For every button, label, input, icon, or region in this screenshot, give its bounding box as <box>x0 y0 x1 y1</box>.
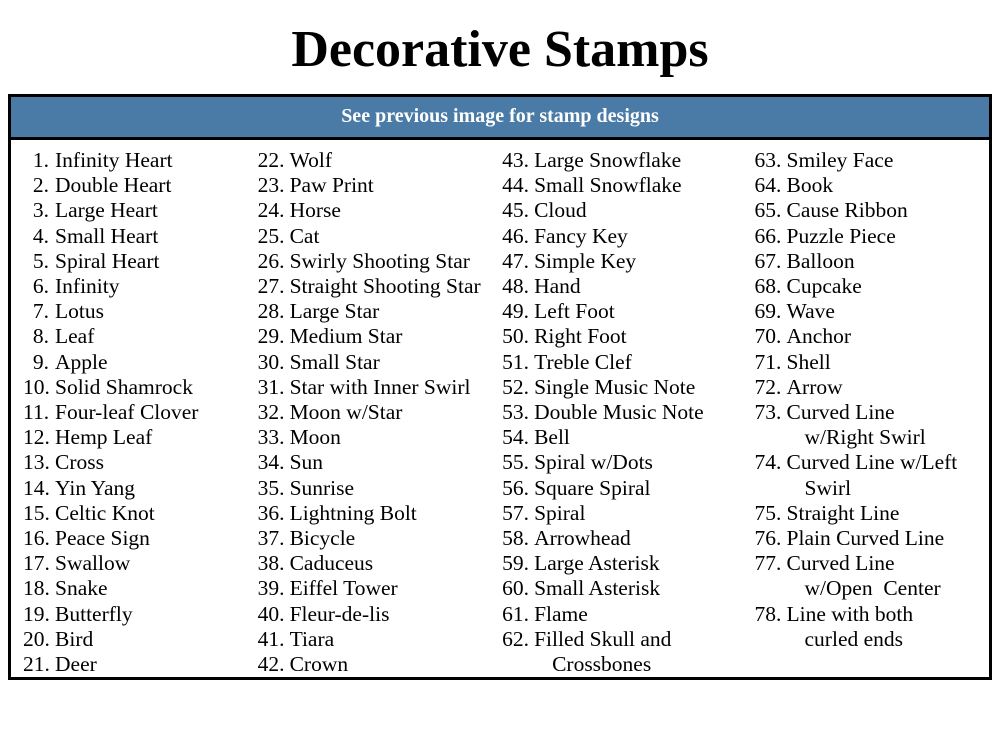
list-item-label: Plain Curved Line <box>786 526 945 551</box>
list-item <box>502 198 742 223</box>
list-item-label: Solid Shamrock <box>55 374 193 399</box>
list-item-label: Double Music Note <box>534 400 704 425</box>
list-item-number: 22. <box>257 148 285 172</box>
list-item-number: 26. <box>257 248 285 273</box>
list-item-label: Swallow <box>55 551 131 576</box>
list-item-number: 1. <box>32 148 49 172</box>
list-item <box>258 425 491 450</box>
list-item-continuation-label: Swirl <box>804 475 852 500</box>
list-item-label: Sunrise <box>289 475 355 500</box>
list-item <box>502 324 742 349</box>
list-item <box>23 400 246 425</box>
list-item-number: 44. <box>502 173 529 198</box>
list-item-label: Wave <box>786 299 835 324</box>
list-item <box>502 551 742 576</box>
list-item-number: 29. <box>257 324 285 349</box>
list-item-label: Arrowhead <box>534 526 631 551</box>
list-item <box>502 375 742 400</box>
list-item-label: Shell <box>786 349 831 374</box>
list-item-number: 78. <box>754 601 782 626</box>
list-item-label: Balloon <box>786 248 855 273</box>
list-item <box>755 450 989 475</box>
list-item-number: 7. <box>32 299 49 324</box>
list-item-number: 56. <box>502 475 529 500</box>
list-item-label: Butterfly <box>55 601 133 626</box>
list-item-label: Eiffel Tower <box>289 576 398 601</box>
list-item-number: 70. <box>754 324 782 349</box>
list-item-number: 36. <box>257 500 285 525</box>
list-item-number: 2. <box>32 173 49 198</box>
list-item-label: Crown <box>289 652 349 677</box>
list-item <box>258 274 491 299</box>
list-item-number: 9. <box>32 349 49 374</box>
list-item-label: Cat <box>289 223 320 248</box>
list-item-label: Straight Line <box>786 500 900 525</box>
list-item-number: 38. <box>257 551 285 576</box>
list-item-label: Tiara <box>289 626 335 651</box>
list-item <box>755 249 989 274</box>
list-item <box>23 627 246 652</box>
list-item-number: 69. <box>754 299 782 324</box>
list-item-number: 63. <box>754 148 782 172</box>
list-item-number: 67. <box>754 248 782 273</box>
list-item <box>502 299 742 324</box>
list-item-label: Line with both <box>786 601 914 626</box>
list-item-number: 49. <box>502 299 529 324</box>
list-item <box>23 350 246 375</box>
list-item <box>258 476 491 501</box>
list-item <box>258 501 491 526</box>
list-item <box>23 198 246 223</box>
list-item <box>502 501 742 526</box>
stamp-column-3 <box>490 148 742 677</box>
list-item-label: Square Spiral <box>534 475 651 500</box>
list-item <box>23 526 246 551</box>
list-item-label: Infinity Heart <box>55 148 173 172</box>
stamp-list-panel <box>8 94 992 680</box>
list-item-number: 60. <box>502 576 529 601</box>
list-item <box>502 476 742 501</box>
list-item-number: 21. <box>23 652 50 677</box>
list-item-number: 25. <box>257 223 285 248</box>
list-item-continuation <box>755 576 989 601</box>
list-item-number: 18. <box>23 576 50 601</box>
list-item-label: Apple <box>55 349 108 374</box>
list-item <box>23 652 246 677</box>
list-item-label: Filled Skull and <box>534 626 672 651</box>
list-item <box>258 350 491 375</box>
list-item-number: 5. <box>32 248 49 273</box>
list-item-label: Lightning Bolt <box>289 500 417 525</box>
list-item-number: 12. <box>23 425 50 450</box>
list-item-label: Straight Shooting Star <box>289 274 481 299</box>
list-item-number-spacer <box>755 627 787 652</box>
list-item-number: 10. <box>23 374 50 399</box>
list-item-label: Small Heart <box>55 223 159 248</box>
list-item-continuation-label: curled ends <box>804 626 904 651</box>
list-item-number: 50. <box>502 324 529 349</box>
list-item-number: 73. <box>754 400 782 425</box>
list-item-label: Caduceus <box>289 551 374 576</box>
list-item <box>23 173 246 198</box>
list-item <box>258 652 491 677</box>
list-item <box>755 173 989 198</box>
stamp-column-2 <box>246 148 491 677</box>
list-item-number: 37. <box>257 526 285 551</box>
list-item-number: 33. <box>257 425 285 450</box>
list-item-number: 76. <box>754 526 782 551</box>
list-item-label: Large Heart <box>55 198 158 223</box>
list-item-continuation <box>755 476 989 501</box>
list-item <box>755 324 989 349</box>
list-item-label: Curved Line <box>786 400 895 425</box>
list-item-label: Spiral w/Dots <box>534 450 653 475</box>
list-item-label: Infinity <box>55 274 120 299</box>
list-item-label: Single Music Note <box>534 374 696 399</box>
list-item-number: 48. <box>502 274 529 299</box>
list-item-number: 6. <box>32 274 49 299</box>
list-item <box>258 324 491 349</box>
list-item <box>23 375 246 400</box>
list-item-label: Fancy Key <box>534 223 628 248</box>
list-item <box>502 627 742 652</box>
list-item-number: 3. <box>32 198 49 223</box>
list-item-number: 17. <box>23 551 50 576</box>
list-item-label: Celtic Knot <box>55 500 155 525</box>
list-item <box>258 224 491 249</box>
list-item <box>755 224 989 249</box>
list-item-label: Deer <box>55 652 97 677</box>
list-item-label: Leaf <box>55 324 95 349</box>
list-item <box>502 450 742 475</box>
list-item-label: Hand <box>534 274 581 299</box>
list-item <box>502 173 742 198</box>
list-item-number: 71. <box>754 349 782 374</box>
list-item-number: 53. <box>502 400 529 425</box>
list-item-number: 46. <box>502 223 529 248</box>
list-item-number: 59. <box>502 551 529 576</box>
list-item-label: Simple Key <box>534 248 637 273</box>
list-item <box>258 627 491 652</box>
list-item-number: 16. <box>23 526 50 551</box>
list-item <box>502 526 742 551</box>
list-item-number: 52. <box>502 374 529 399</box>
list-item-label: Paw Print <box>289 173 374 198</box>
list-item-number: 19. <box>23 601 50 626</box>
list-item-number: 43. <box>502 148 529 172</box>
list-item <box>23 501 246 526</box>
list-item-label: Cloud <box>534 198 587 223</box>
list-item-number: 15. <box>23 500 50 525</box>
list-item <box>23 425 246 450</box>
list-item <box>755 299 989 324</box>
list-item-label: Star with Inner Swirl <box>289 374 471 399</box>
list-item <box>502 224 742 249</box>
list-item-number: 62. <box>502 626 529 651</box>
list-item-number: 65. <box>754 198 782 223</box>
list-item-label: Left Foot <box>534 299 615 324</box>
list-item-label: Swirly Shooting Star <box>289 248 470 273</box>
list-item-label: Book <box>786 173 834 198</box>
list-item-continuation <box>502 652 742 677</box>
list-item <box>755 501 989 526</box>
list-item <box>755 602 989 627</box>
list-item-number: 4. <box>32 223 49 248</box>
list-item-label: Horse <box>289 198 341 223</box>
list-item-label: Flame <box>534 601 588 626</box>
list-item-number: 30. <box>257 349 285 374</box>
list-item <box>23 274 246 299</box>
list-item-number: 13. <box>23 450 50 475</box>
list-item-number: 54. <box>502 425 529 450</box>
list-item-label: Cross <box>55 450 104 475</box>
list-item-number: 42. <box>257 652 285 677</box>
list-item-number: 14. <box>23 475 50 500</box>
list-item-label: Wolf <box>289 148 333 172</box>
list-item-label: Anchor <box>786 324 851 349</box>
list-item-label: Peace Sign <box>55 526 150 551</box>
stamp-column-4 <box>743 148 989 677</box>
list-item-label: Curved Line w/Left <box>786 450 958 475</box>
list-item-number: 68. <box>754 274 782 299</box>
list-item <box>502 148 742 173</box>
list-item-number: 24. <box>257 198 285 223</box>
list-item-number: 28. <box>257 299 285 324</box>
list-item-label: Moon w/Star <box>289 400 403 425</box>
list-item <box>755 148 989 173</box>
list-item <box>23 324 246 349</box>
list-item-number-spacer <box>755 576 787 601</box>
list-item-label: Small Snowflake <box>534 173 682 198</box>
list-item <box>755 400 989 425</box>
list-item-label: Large Snowflake <box>534 148 682 172</box>
list-item-label: Cause Ribbon <box>786 198 908 223</box>
list-item-number-spacer <box>755 425 787 450</box>
list-item <box>502 274 742 299</box>
list-item-label: Puzzle Piece <box>786 223 896 248</box>
panel-banner: See previous image for stamp designs <box>11 97 989 140</box>
list-item-number: 55. <box>502 450 529 475</box>
list-item-label: Snake <box>55 576 108 601</box>
list-item-label: Large Star <box>289 299 380 324</box>
list-item-label: Moon <box>289 425 341 450</box>
list-item-label: Curved Line <box>786 551 895 576</box>
list-item-number: 72. <box>754 374 782 399</box>
list-item <box>258 249 491 274</box>
list-item-number: 39. <box>257 576 285 601</box>
list-item-label: Four-leaf Clover <box>55 400 199 425</box>
list-item-number: 27. <box>257 274 285 299</box>
list-item-label: Sun <box>289 450 324 475</box>
list-item-number: 34. <box>257 450 285 475</box>
list-item-label: Medium Star <box>289 324 403 349</box>
list-item <box>23 602 246 627</box>
list-item-continuation-label: w/Open Center <box>804 576 941 601</box>
list-item-label: Fleur-de-lis <box>289 601 390 626</box>
list-item-number: 41. <box>257 626 285 651</box>
list-item <box>258 551 491 576</box>
list-item-number: 77. <box>754 551 782 576</box>
list-item <box>23 576 246 601</box>
list-item-continuation-label: w/Right Swirl <box>804 425 926 450</box>
list-item <box>23 224 246 249</box>
list-item <box>502 576 742 601</box>
list-item-number: 8. <box>32 324 49 349</box>
list-item-number: 40. <box>257 601 285 626</box>
list-item <box>755 198 989 223</box>
list-item-number: 51. <box>502 349 529 374</box>
list-item-label: Treble Clef <box>534 349 632 374</box>
list-item <box>755 274 989 299</box>
list-item-label: Right Foot <box>534 324 627 349</box>
list-item-label: Spiral Heart <box>55 248 160 273</box>
list-item <box>258 299 491 324</box>
list-item <box>258 148 491 173</box>
list-item-continuation-label: Crossbones <box>552 652 652 677</box>
list-item-number: 75. <box>754 500 782 525</box>
list-item-number: 66. <box>754 223 782 248</box>
list-item-number: 11. <box>23 400 50 425</box>
list-item-continuation <box>755 425 989 450</box>
list-item-label: Spiral <box>534 500 586 525</box>
list-item <box>258 173 491 198</box>
list-item-label: Cupcake <box>786 274 862 299</box>
list-item <box>258 450 491 475</box>
list-item <box>258 602 491 627</box>
list-item-label: Hemp Leaf <box>55 425 153 450</box>
list-item <box>258 400 491 425</box>
list-item-number: 64. <box>754 173 782 198</box>
list-item-number: 74. <box>754 450 782 475</box>
list-item-label: Arrow <box>786 374 843 399</box>
list-item-label: Large Asterisk <box>534 551 660 576</box>
list-item <box>258 576 491 601</box>
list-item-label: Lotus <box>55 299 104 324</box>
list-item <box>502 350 742 375</box>
list-item-number-spacer <box>502 652 534 677</box>
list-item-number-spacer <box>755 476 787 501</box>
list-item <box>755 375 989 400</box>
list-item <box>23 476 246 501</box>
list-item <box>258 375 491 400</box>
list-item <box>755 350 989 375</box>
list-item-number: 35. <box>257 475 285 500</box>
list-item-label: Small Asterisk <box>534 576 661 601</box>
list-item <box>23 148 246 173</box>
list-item-number: 23. <box>257 173 285 198</box>
list-item-label: Small Star <box>289 349 380 374</box>
stamp-columns <box>11 140 989 677</box>
list-item <box>502 400 742 425</box>
list-item-label: Double Heart <box>55 173 172 198</box>
list-item <box>502 602 742 627</box>
list-item-number: 32. <box>257 400 285 425</box>
list-item-number: 57. <box>502 500 529 525</box>
list-item <box>23 299 246 324</box>
list-item-number: 58. <box>502 526 529 551</box>
list-item-label: Bird <box>55 626 94 651</box>
list-item-label: Bell <box>534 425 570 450</box>
list-item-continuation <box>755 627 989 652</box>
list-item <box>755 526 989 551</box>
list-item <box>258 198 491 223</box>
list-item-number: 45. <box>502 198 529 223</box>
list-item <box>502 249 742 274</box>
list-item <box>502 425 742 450</box>
list-item-number: 31. <box>257 374 285 399</box>
list-item-number: 47. <box>502 248 529 273</box>
list-item <box>23 551 246 576</box>
list-item-number: 20. <box>23 626 50 651</box>
page-title: Decorative Stamps <box>291 21 709 78</box>
list-item <box>23 450 246 475</box>
list-item-label: Bicycle <box>289 526 356 551</box>
list-item-label: Smiley Face <box>786 148 894 172</box>
list-item <box>23 249 246 274</box>
list-item <box>755 551 989 576</box>
list-item-label: Yin Yang <box>55 475 136 500</box>
list-item-number: 61. <box>502 601 529 626</box>
stamp-column-1 <box>11 148 246 677</box>
list-item <box>258 526 491 551</box>
